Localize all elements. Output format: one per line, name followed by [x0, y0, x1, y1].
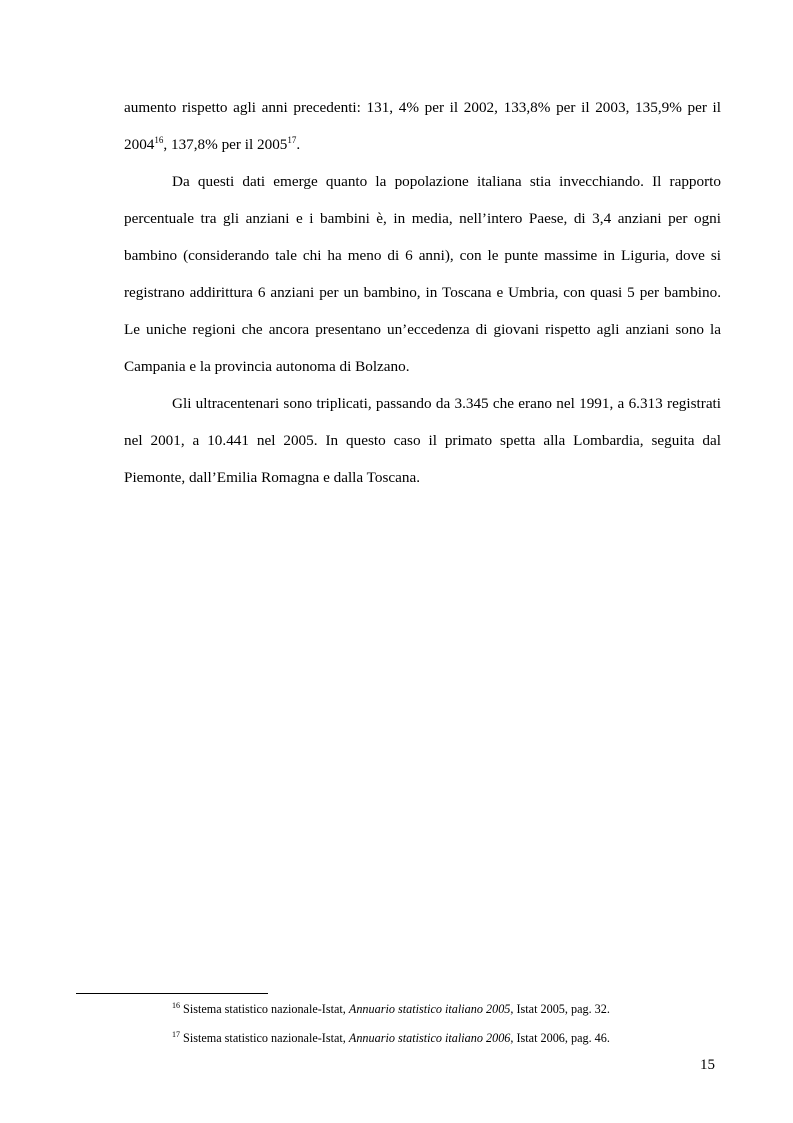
footnote-title: Annuario statistico italiano 2006	[348, 1031, 511, 1045]
footnote-ref-16[interactable]: 16	[154, 135, 164, 145]
paragraph-3: Gli ultracentenari sono triplicati, passando da 3.345 che erano nel 1991, a 6.313 registrati nel 2001, a 10.441 nel 2005. In questo caso il primato spetta alla Lombardia, seguita dal Piemonte, dall’Emilia Romagna e dalla Toscana.	[124, 395, 721, 486]
footnote-number: 16	[172, 1001, 180, 1010]
body-text	[124, 89, 721, 496]
page-number: 15	[700, 1057, 715, 1073]
footnote-details: , Istat 2005, pag. 32.	[510, 1002, 610, 1016]
paragraph-1-text-a: aumento rispetto agli anni precedenti: 131, 4% per il 2002, 133,8% per il 2003, 135,9% per il 2004	[124, 99, 721, 153]
paragraph-1-text-c: .	[296, 136, 301, 153]
footnote-ref-17[interactable]: 17	[287, 135, 297, 145]
footnote-source: Sistema statistico nazionale-Istat,	[180, 1002, 349, 1016]
footnote-16	[172, 1002, 732, 1017]
footnote-title: Annuario statistico italiano 2005	[348, 1002, 511, 1016]
footnote-separator	[76, 993, 268, 994]
footnotes	[172, 1002, 732, 1046]
paragraph-1	[124, 89, 721, 163]
footnote-details: , Istat 2006, pag. 46.	[510, 1031, 610, 1045]
paragraph-1-text-b: , 137,8% per il 2005	[163, 136, 288, 153]
footnote-17	[172, 1031, 732, 1046]
footnote-source: Sistema statistico nazionale-Istat,	[180, 1031, 349, 1045]
footnote-number: 17	[172, 1030, 180, 1039]
paragraph-2: Da questi dati emerge quanto la popolazione italiana stia invecchiando. Il rapporto percentuale tra gli anziani e i bambini è, in media, nell’intero Paese, di 3,4 anziani per ogni bambino (considerando tale chi ha meno di 6 anni), con le punte massime in Liguria, dove si registrano addirittura 6 anziani per un bambino, in Toscana e Umbria, con quasi 5 per bambino. Le uniche regioni che ancora presentano un’eccedenza di giovani rispetto agli anziani sono la Campania e la provincia autonoma di Bolzano.	[124, 173, 721, 375]
